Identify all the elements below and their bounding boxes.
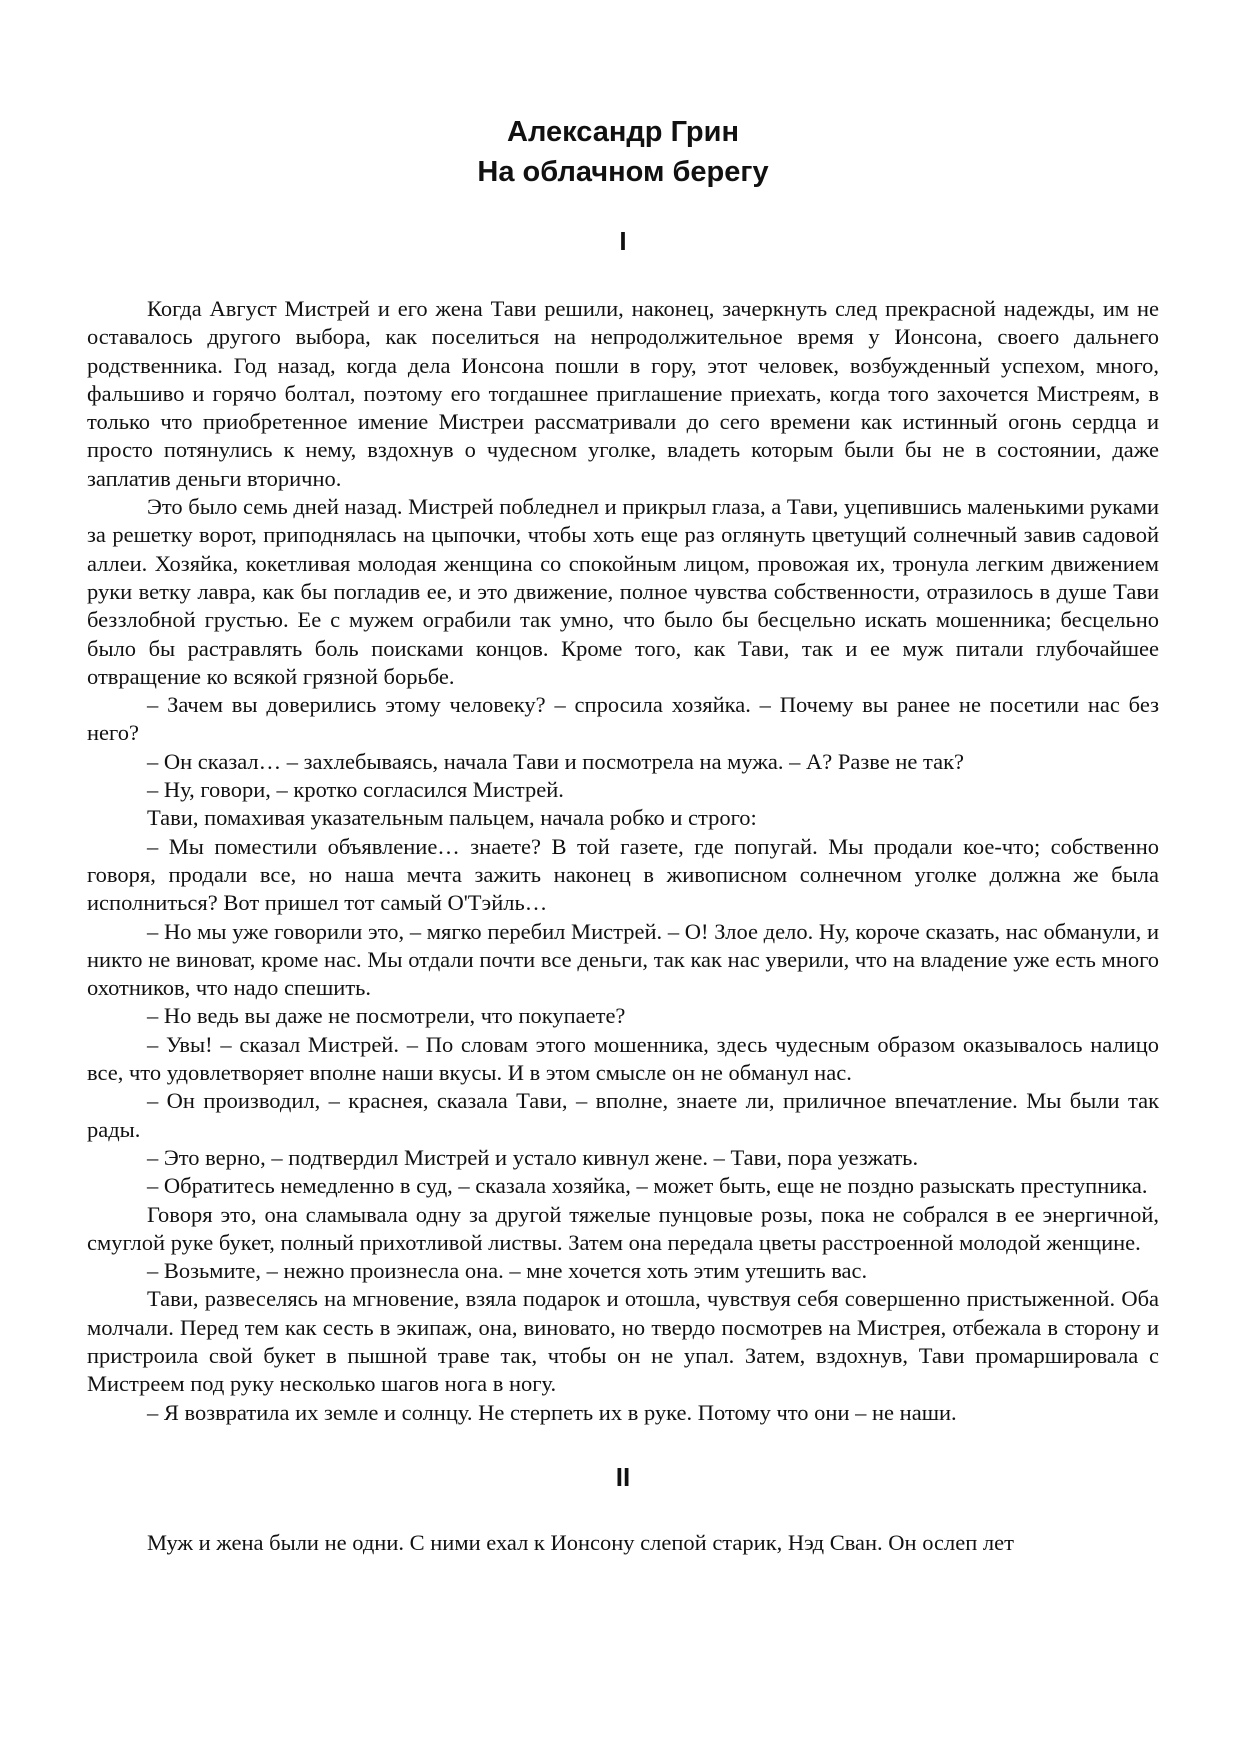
paragraph: Муж и жена были не одни. С ними ехал к Ионсону слепой старик, Нэд Сван. Он ослеп лет xyxy=(147,1529,1014,1555)
paragraph: Тави, помахивая указательным пальцем, начала робко и строго: xyxy=(147,805,757,831)
paragraph: – Это верно, – подтвердил Мистрей и устало кивнул жене. – Тави, пора уезжать. xyxy=(147,1144,919,1170)
chapter-1-text xyxy=(87,295,1159,1427)
book-title: На облачном берегу xyxy=(477,156,769,188)
paragraph: – Возьмите, – нежно произнесла она. – мне хочется хоть этим утешить вас. xyxy=(147,1258,868,1284)
paragraph: – Но мы уже говорили это, – мягко перебил Мистрей. – О! Злое дело. Ну, короче сказать, нас обманули, и никто не виноват, кроме нас. Мы отдали почти все деньги, так как нас уверили, что на владение уже есть много охотников, что надо спешить. xyxy=(87,918,1159,1001)
paragraph: – Ну, говори, – кротко согласился Мистрей. xyxy=(147,777,564,803)
paragraph: Говоря это, она сламывала одну за другой тяжелые пунцовые розы, пока не собрался в ее энергичной, смуглой руке букет, полный прихотливой листвы. Затем она передала цветы расстроенной молодой женщине. xyxy=(87,1201,1159,1255)
paragraph: – Но ведь вы даже не посмотрели, что покупаете? xyxy=(147,1003,626,1029)
document-page xyxy=(87,112,1159,1557)
title-block xyxy=(87,112,1159,192)
paragraph: – Мы поместили объявление… знаете? В той газете, где попугай. Мы продали кое-что; собственно говоря, продали все, но наша мечта зажить наконец в живописном солнечном уголке должна же была исполниться? Вот пришел тот самый О'Тэйль… xyxy=(87,833,1159,916)
author-name: Александр Грин xyxy=(507,116,739,148)
chapter-heading: I xyxy=(619,226,627,256)
paragraph: – Я возвратила их земле и солнцу. Не стерпеть их в руке. Потому что они – не наши. xyxy=(147,1399,957,1425)
chapter-heading: II xyxy=(615,1461,631,1492)
paragraph: – Увы! – сказал Мистрей. – По словам этого мошенника, здесь чудесным образом оказывалось налицо все, что удовлетворяет вполне наши вкусы. И в этом смысле он не обманул нас. xyxy=(87,1031,1159,1086)
paragraph: Это было семь дней назад. Мистрей побледнел и прикрыл глаза, а Тави, уцепившись маленькими руками за решетку ворот, приподнялась на цыпочки, чтобы хоть еще раз оглянуть цветущий солнечный завив садовой аллеи. Хозяйка, кокетливая молодая женщина со спокойным лицом, провожая их, тронула легким движением руки ветку лавра, как бы погладив ее, и это движение, полное чувства собственности, отразилось в душе Тави беззлобной грустью. Ее с мужем ограбили так умно, что было бы бесцельно искать мошенника; бесцельно было бы растравлять боль поисками концов. Кроме того, как Тави, так и ее муж питали глубочайшее отвращение ко всякой грязной борьбе. xyxy=(87,494,1159,689)
paragraph: – Зачем вы доверились этому человеку? – спросила хозяйка. – Почему вы ранее не посетили нас без него? xyxy=(87,692,1159,746)
chapter-2-text xyxy=(87,1529,1159,1557)
paragraph: – Он производил, – краснея, сказала Тави, – вполне, знаете ли, приличное впечатление. Мы были так рады. xyxy=(87,1088,1159,1142)
paragraph: Тави, развеселясь на мгновение, взяла подарок и отошла, чувствуя себя совершенно пристыженной. Оба молчали. Перед тем как сесть в экипаж, она, виновато, но твердо посмотрев на Мистрея, отбежала в сторону и пристроила свой букет в пышной траве так, чтобы он не упал. Затем, вздохнув, Тави промаршировала с Мистреем под руку несколько шагов нога в ногу. xyxy=(87,1286,1159,1397)
paragraph: – Он сказал… – захлебываясь, начала Тави и посмотрела на мужа. – А? Разве не так? xyxy=(147,748,965,774)
paragraph: – Обратитесь немедленно в суд, – сказала хозяйка, – может быть, еще не поздно разыскать преступника. xyxy=(147,1173,1148,1199)
paragraph: Когда Август Мистрей и его жена Тави решили, наконец, зачеркнуть след прекрасной надежды, им не оставалось другого выбора, как поселиться на непродолжительное время у Ионсона, своего дальнего родственника. Год назад, когда дела Ионсона пошли в гору, этот человек, возбужденный успехом, много, фальшиво и горячо болтал, поэтому его тогдашнее приглашение приехать, когда того захочется Мистреям, в только что приобретенное имение Мистреи рассматривали до сего времени как истинный огонь сердца и просто потянулись к нему, вздохнув о чудесном уголке, владеть которым были бы не в состоянии, даже заплатив деньги вторично. xyxy=(87,296,1159,491)
